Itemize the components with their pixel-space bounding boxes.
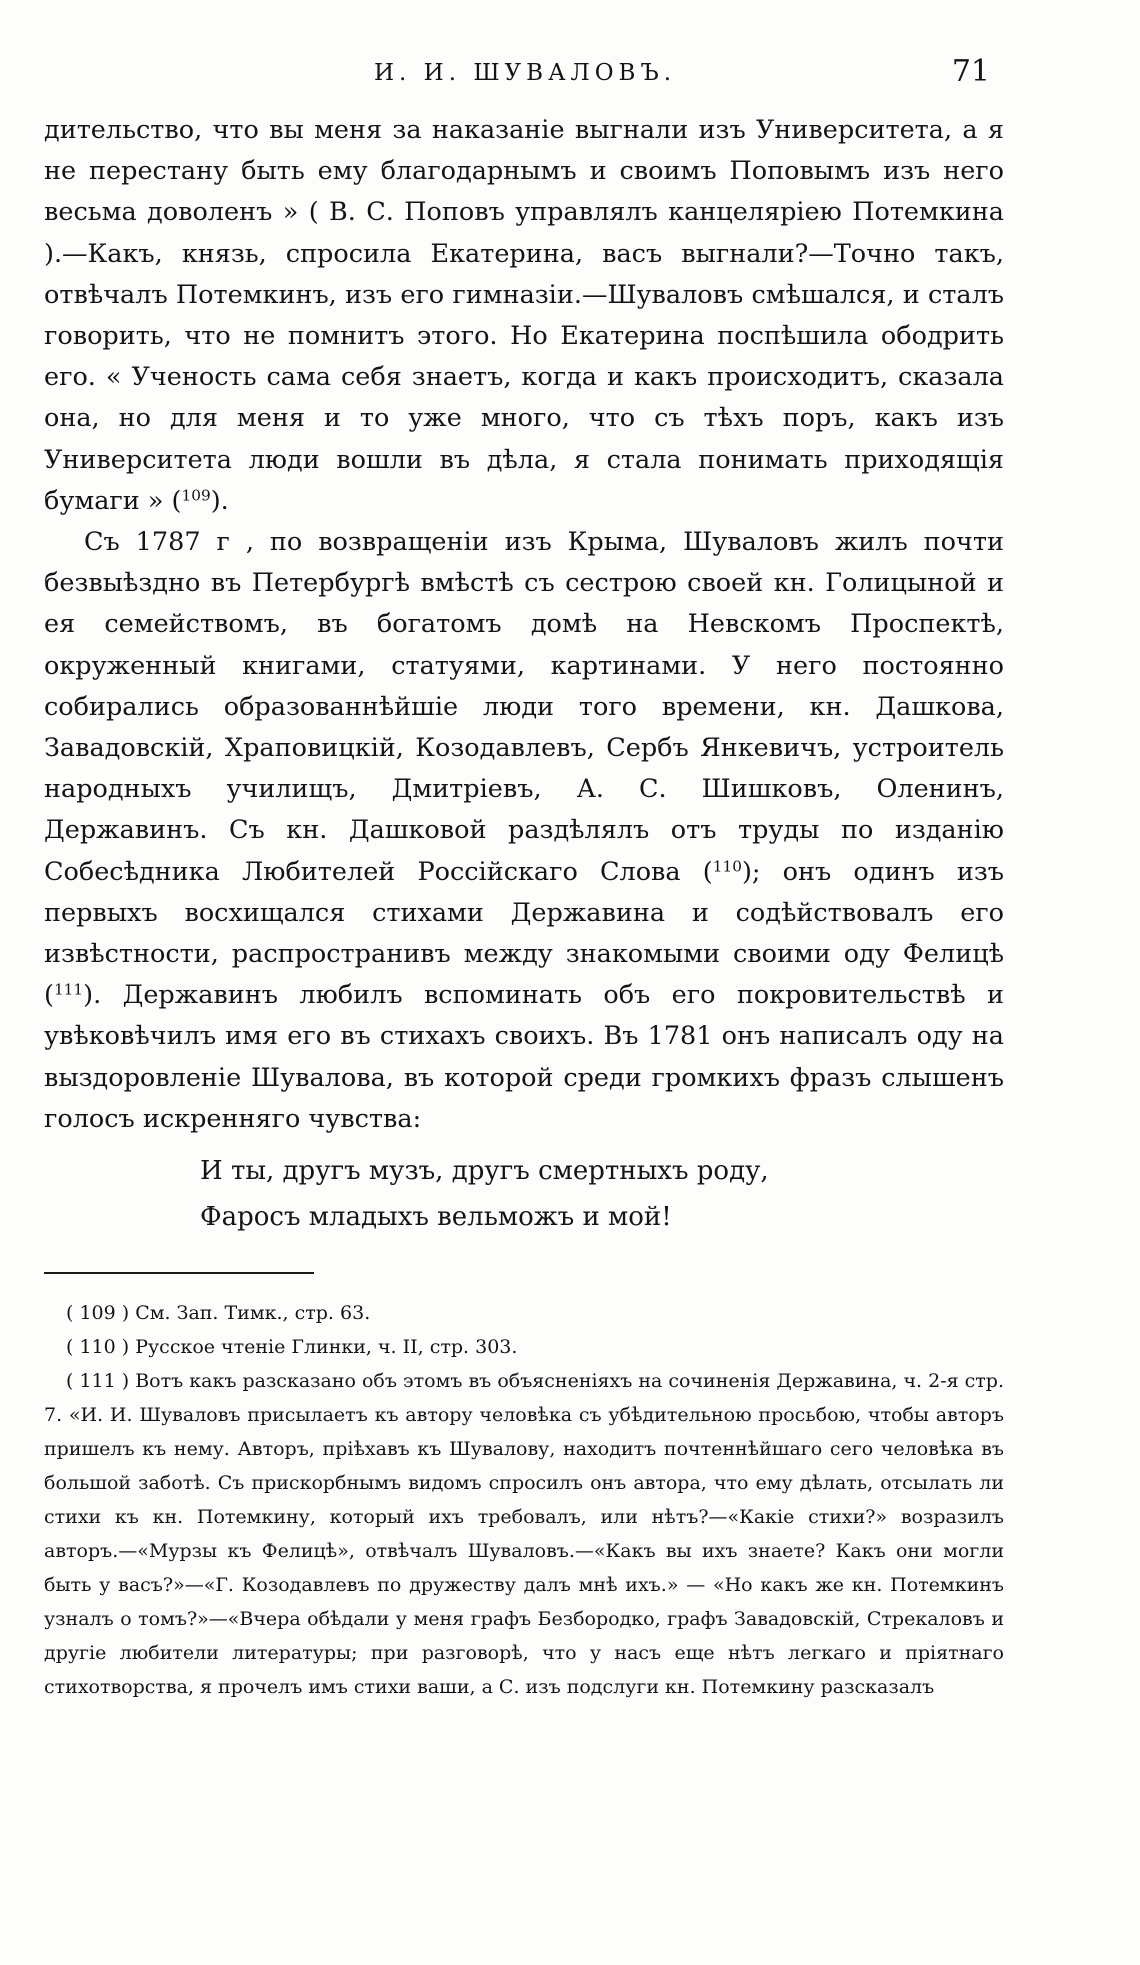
footnote-109: ( 109 ) См. Зап. Тимк., стр. 63. — [66, 1302, 371, 1324]
footnote-ref-111: 111 — [53, 980, 84, 999]
paragraph-2-text-c: ). Державинъ любилъ вспоминать объ его покровительствѣ и увѣковѣчилъ имя его въ стихахъ своихъ. Въ 1781 онъ написалъ оду на выздоровленіе Шувалова, въ которой среди громкихъ фразъ слышенъ голосъ искренняго чувства: — [44, 980, 1004, 1134]
paragraph-2-text-a: Съ 1787 г , по возвращеніи изъ Крыма, Шуваловъ жилъ почти безвыѣздно въ Петербургѣ вмѣстѣ съ сестрою своей кн. Голицыной и ея семействомъ, въ богатомъ домѣ на Невскомъ Проспектѣ, окруженный книгами, статуями, картинами. У него постоянно собирались образованнѣйшіе люди того времени, кн. Дашкова, Завадовскій, Храповицкій, Козодавлевъ, Сербъ Янкевичъ, устроитель народныхъ училищъ, Дмитріевъ, А. С. Шишковъ, Оленинъ, Державинъ. Съ кн. Дашковой раздѣлялъ отъ труды по изданію Собесѣдника Любителей Россійскаго Слова ( — [44, 527, 1004, 887]
paragraph-1 — [44, 110, 1004, 522]
page-number: 71 — [951, 54, 990, 89]
running-title: И. И. ШУВАЛОВЪ. — [373, 60, 677, 86]
paragraph-2-text-b: ); онъ одинъ изъ первыхъ восхищался стихами Державина и содѣйствовалъ его извѣстности, распространивъ между знакомыми своими оду Фелицѣ ( — [44, 856, 1004, 1011]
paragraph-2 — [44, 522, 1004, 1140]
footnote-111: ( 111 ) Вотъ какъ разсказано объ этомъ въ объясненіяхъ на сочиненія Державина, ч. 2-я стр. 7. «И. И. Шуваловъ присылаетъ къ автору человѣка съ убѣдительною просьбою, чтобы авторъ пришелъ къ нему. Авторъ, пріѣхавъ къ Шувалову, находитъ почтеннѣйшаго сего человѣка въ большой заботѣ. Съ прискорбнымъ видомъ спросилъ онъ автора, что ему дѣлать, отсылать ли стихи къ кн. Потемкину, который ихъ требовалъ, или нѣтъ?—«Какіе стихи?» возразилъ авторъ.—«Мурзы къ Фелицѣ», отвѣчалъ Шуваловъ.—«Какъ вы ихъ знаете? Какъ они могли быть у васъ?»—«Г. Козодавлевъ по дружеству далъ мнѣ ихъ.» — «Но какъ же кн. Потемкинъ узналъ о томъ?»—«Вчера обѣдали у меня графъ Безбородко, графъ Завадовскій, Стрекаловъ и другіе любители литературы; при разговорѣ, что у насъ еще нѣтъ легкаго и пріятнаго стихотворства, я прочелъ имъ стихи ваши, а С. изъ подслуги кн. Потемкину разсказалъ — [44, 1370, 1005, 1698]
paragraph-1-text: дительство, что вы меня за наказаніе выгнали изъ Университета, а я не перестану быть ему благодарнымъ и своимъ Поповымъ изъ него весьма доволенъ » ( В. С. Поповъ управлялъ канцеляріею Потемкина ).—Какъ, князь, спросила Екатерина, васъ выгнали?—Точно такъ, отвѣчалъ Потемкинъ, изъ его гимназіи.—Шуваловъ смѣшался, и сталъ говорить, что не помнитъ этого. Но Екатерина поспѣшила ободрить его. « Ученость сама себя знаетъ, когда и какъ происходитъ, сказала она, но для меня и то уже много, что съ тѣхъ поръ, какъ изъ Университета люди вошли въ дѣла, я стала понимать приходящія бумаги » ( — [44, 115, 1004, 516]
page-header — [60, 54, 990, 100]
footnote-ref-109: 109 — [181, 486, 211, 505]
poem-quote — [200, 1148, 960, 1240]
footnote-110: ( 110 ) Русское чтеніе Глинки, ч. II, стр. 303. — [66, 1336, 518, 1358]
poem-line-2: Фаросъ младыхъ вельможъ и мой! — [200, 1202, 672, 1232]
paragraph-1-end: ). — [210, 485, 229, 516]
footnote-separator — [44, 1272, 314, 1274]
poem-line-1: И ты, другъ музъ, другъ смертныхъ роду, — [200, 1156, 769, 1186]
main-text — [44, 110, 1004, 1140]
footnotes — [44, 1296, 1004, 1704]
footnote-ref-110: 110 — [712, 857, 742, 876]
